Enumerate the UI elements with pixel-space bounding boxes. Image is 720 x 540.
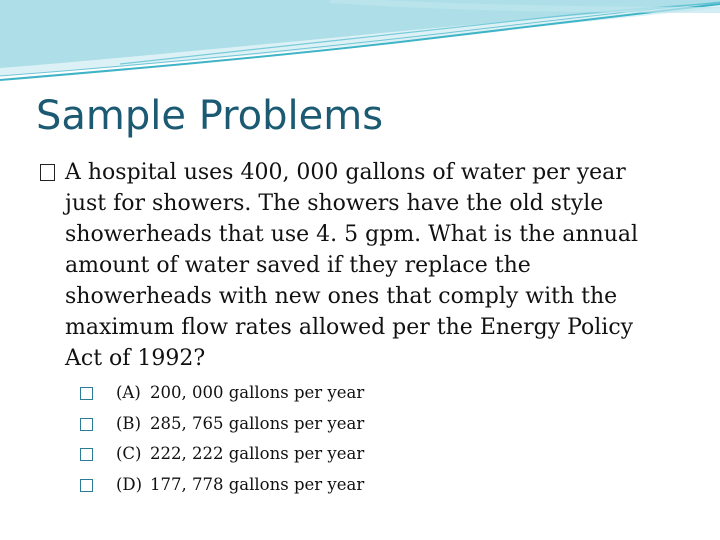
square-bullet-icon xyxy=(80,479,93,492)
option-letter: (B) xyxy=(116,413,141,433)
option-letter: (A) xyxy=(116,383,141,402)
slide-title: Sample Problems xyxy=(36,93,384,139)
option-b xyxy=(80,409,364,440)
question-block xyxy=(40,157,670,374)
option-text: 177, 778 gallons per year xyxy=(150,474,365,494)
square-bullet-icon xyxy=(80,418,93,431)
header-wave-decoration xyxy=(0,0,720,90)
option-text: 285, 765 gallons per year xyxy=(150,413,365,433)
square-bullet-icon xyxy=(80,448,93,461)
option-letter: (D) xyxy=(116,474,143,494)
option-a xyxy=(80,378,364,409)
option-c xyxy=(80,439,364,470)
square-bullet-icon xyxy=(40,164,55,181)
option-text: 222, 222 gallons per year xyxy=(150,444,365,463)
square-bullet-icon xyxy=(80,387,93,400)
option-d xyxy=(80,470,364,501)
question-text: A hospital uses 400, 000 gallons of water per year just for showers. The showers have the old style showerheads that use 4. 5 gpm. What is the annual amount of water saved if they replace the showerheads with new ones that comply with the maximum flow rates allowed per the Energy Policy Act of 1992? xyxy=(65,160,639,371)
option-letter: (C) xyxy=(116,444,142,463)
answer-options xyxy=(80,378,364,500)
option-text: 200, 000 gallons per year xyxy=(150,383,365,402)
